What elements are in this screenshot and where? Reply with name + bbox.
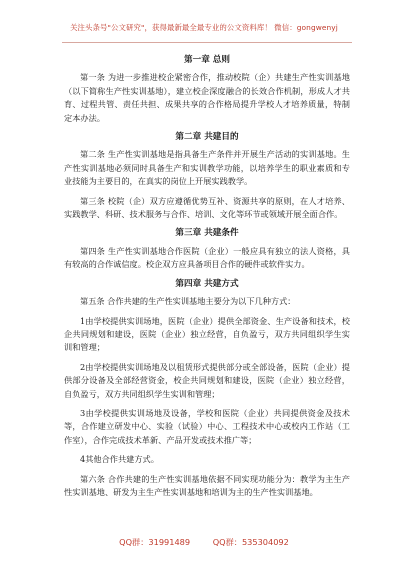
paragraph: 第四条 生产性实训基地合作医院（企业）一般应具有独立的法人资格，具有较高的合作诚信度。校企双方应具备项目合作的硬件或软件实力。 — [64, 245, 350, 270]
chapter-4 — [64, 278, 350, 500]
chapter-title: 第四章 共建方式 — [175, 278, 239, 289]
footer-qq-group-1: QQ群：31991489 — [119, 537, 191, 547]
paragraph: 1由学校提供实训场地，医院（企业）提供全部资金、生产设备和技术，校企共同规划和建设，医院（企业）独立经营，自负盈亏，双方共同组织学生实训和管理； — [64, 315, 350, 353]
paragraph: 3由学校提供实训场地及设备，学校和医院（企业）共同提供资金及技术等，合作建立研发中心、实验（试验）中心、工程技术中心或校内工作站（工作室），合作完成技术革新、产品开发或技术推广等； — [64, 407, 350, 445]
page-header-banner: 关注头条号"公文研究"，获得最新最全最专业的公文资料库！ 微信：gongwenyj — [70, 23, 338, 32]
header-divider — [62, 42, 352, 43]
document-body — [64, 50, 350, 505]
paragraph: 4其他合作共建方式。 — [80, 454, 159, 465]
footer-qq-group-2: QQ群：535304092 — [212, 537, 289, 547]
chapter-title: 第二章 共建目的 — [175, 132, 239, 143]
chapter-1 — [64, 54, 350, 125]
chapter-title: 第三章 共建条件 — [175, 228, 239, 239]
paragraph: 第三条 校院（企）双方应遵循优势互补、资源共享的原则，在人才培养、实践教学、科研、技术服务与合作、培训、文化等环节或领域开展全面合作。 — [64, 195, 350, 220]
page-footer — [0, 537, 408, 548]
paragraph: 第二条 生产性实训基地是指具备生产条件并开展生产活动的实训基地。生产性实训基地必须同时具备生产和实训教学功能，以培养学生的职业素质和专业技能为主要目的，在真实的岗位上开展实践教学。 — [64, 149, 350, 187]
chapter-3 — [64, 227, 350, 271]
paragraph: 2由学校提供实训场地及以租赁形式提供部分或全部设备，医院（企业）提供部分设备及全部经营资金，校企共同规划和建设，医院（企业）独立经营，自负盈亏，双方共同组织学生实训和管理； — [64, 361, 350, 399]
paragraph: 第六条 合作共建的生产性实训基地依据不同实现功能分为：教学为主生产性实训基地、研发为主生产性实训基地和培训为主的生产性实训基地。 — [64, 473, 350, 497]
chapter-2 — [64, 131, 350, 221]
paragraph: 第一条 为进一步推进校企紧密合作，推动校院（企）共建生产性实训基地（以下简称生产性实训基地），建立校企深度融合的长效合作机制，形成人才共育、过程共管、责任共担、成果共享的合作格局提升学校人才培养质量，特制定本办法。 — [64, 72, 350, 123]
paragraph: 第五条 合作共建的生产性实训基地主要分为以下几种方式： — [80, 296, 296, 307]
chapter-title: 第一章 总则 — [184, 55, 230, 65]
